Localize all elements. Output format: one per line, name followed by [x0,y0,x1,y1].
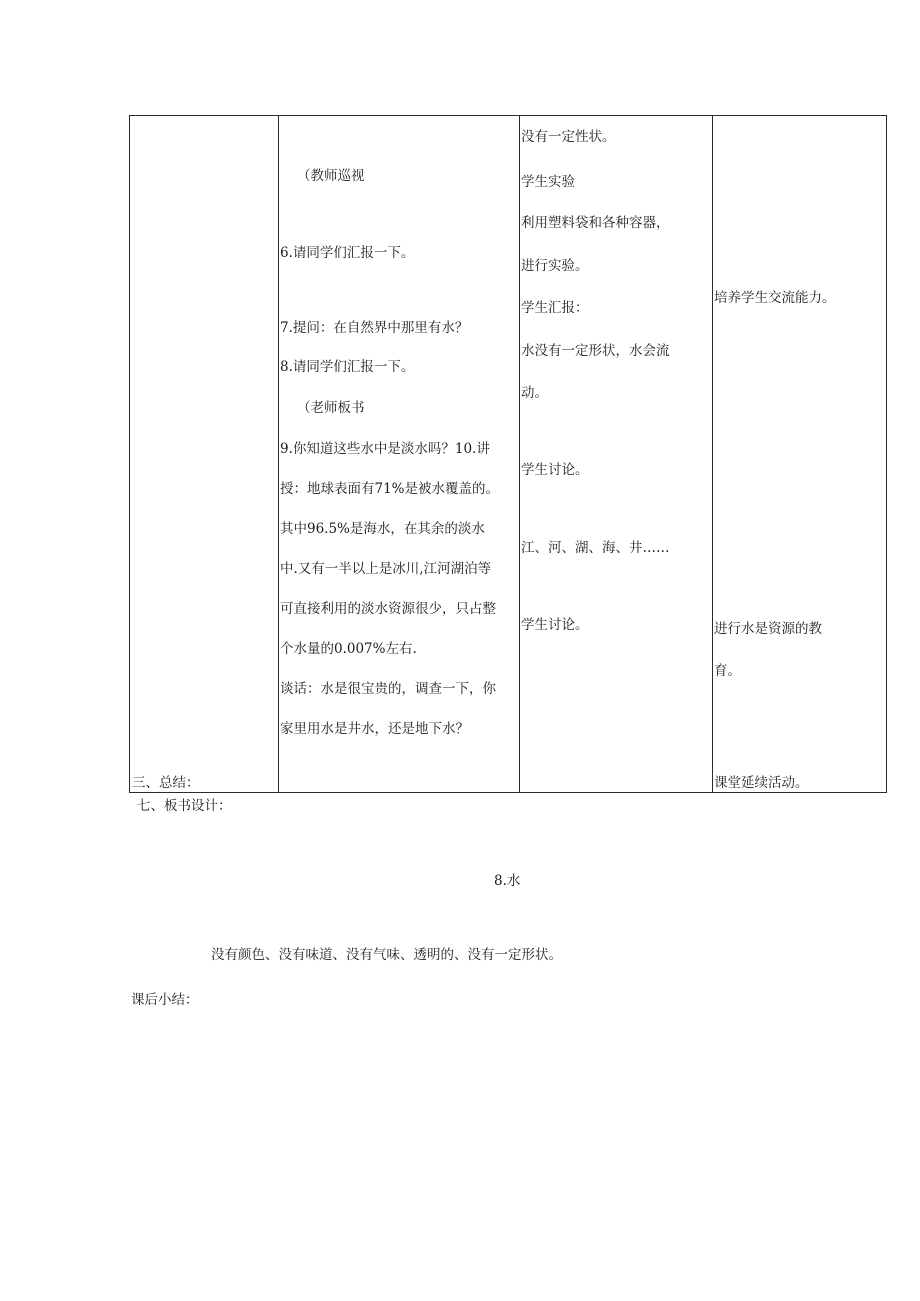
intent-line: 育。 [714,663,741,679]
teacher-line: 9.你知道这些水中是淡水吗？10.讲 [280,441,490,457]
table-cell-student-activity [520,116,713,793]
after-class-label: 课后小结： [131,992,199,1008]
student-line: 水没有一定形状，水会流 [521,343,670,359]
board-title: 8.水 [494,873,521,889]
student-line: 江、河、湖、海、井…… [521,540,670,556]
teacher-line: 中.又有一半以上是冰川,江河湖泊等 [280,561,492,577]
teacher-line: （教师巡视 [297,168,365,184]
table-cell-stage [130,116,279,793]
lesson-table [129,115,887,793]
student-line: 学生实验 [521,174,575,190]
teacher-line: 其中96.5%是海水，在其余的淡水 [280,521,485,537]
board-design-heading: 七、板书设计： [137,798,232,814]
student-line: 进行实验。 [521,258,589,274]
teacher-line: 6.请同学们汇报一下。 [280,245,415,261]
board-content: 没有颜色、没有味道、没有气味、透明的、没有一定形状。 [211,947,562,963]
student-line: 动。 [521,385,548,401]
teacher-line: 授：地球表面有71%是被水覆盖的。 [280,481,500,497]
teacher-line: 8.请同学们汇报一下。 [280,359,415,375]
teacher-line: 家里用水是井水，还是地下水？ [280,721,469,737]
teacher-line: 个水量的0.007%左右. [280,641,417,657]
teacher-line: 可直接利用的淡水资源很少，只占整 [280,601,496,617]
teacher-line: （老师板书 [297,400,365,416]
student-line: 学生讨论。 [521,462,589,478]
student-line: 利用塑料袋和各种容器， [521,215,670,231]
teacher-line: 谈话：水是很宝贵的，调查一下，你 [280,681,496,697]
table-cell-design-intent [713,116,887,793]
student-line: 没有一定性状。 [521,129,616,145]
intent-line: 培养学生交流能力。 [714,290,836,306]
teacher-line: 7.提问：在自然界中那里有水？ [280,320,469,336]
student-line: 学生汇报： [521,300,589,316]
summary-label: 三、总结： [132,775,200,791]
table-cell-teacher-activity [279,116,520,793]
intent-line: 课堂延续活动。 [714,775,809,791]
student-line: 学生讨论。 [521,617,589,633]
intent-line: 进行水是资源的教 [714,621,822,637]
